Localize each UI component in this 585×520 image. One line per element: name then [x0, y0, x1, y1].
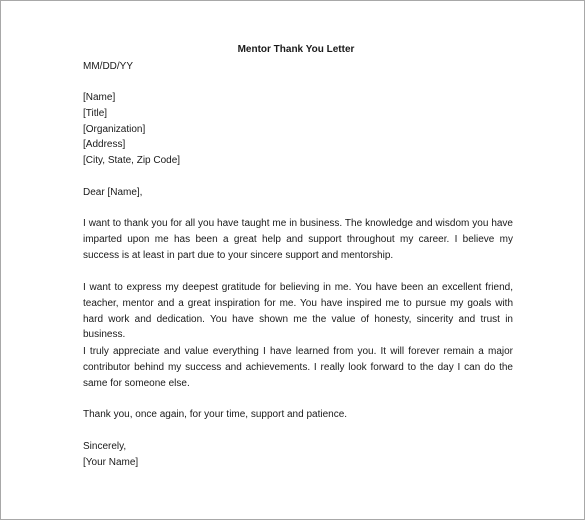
closing-text: Sincerely,	[83, 441, 127, 452]
body-paragraph-4	[83, 407, 513, 423]
paragraph-text: I want to express my deepest gratitude for believing in me. You have been an excellent friend, teacher, mentor and a great inspiration for me. You have inspired me to pursue my goals with hard work and dedication. You have shown me the value of honesty, sincerity and trust in business.	[83, 282, 513, 341]
recipient-title: [Title]	[83, 107, 108, 119]
paragraph-text: Thank you, once again, for your time, support and patience.	[83, 409, 348, 420]
recipient-address: [Address]	[83, 139, 126, 151]
salutation	[83, 185, 513, 201]
recipient-address-block	[83, 90, 513, 169]
letter-date	[83, 59, 513, 75]
recipient-city-state-zip: [City, State, Zip Code]	[83, 155, 181, 167]
body-paragraph-1	[83, 216, 513, 263]
date-text: MM/DD/YY	[83, 61, 133, 72]
document-title: Mentor Thank You Letter	[237, 44, 355, 55]
body-paragraph-2	[83, 280, 513, 343]
paragraph-text: I want to thank you for all you have taught me in business. The knowledge and wisdom you have imparted upon me has been a great help and support throughout my career. I believe my success is at least in part due to your sincere support and mentorship.	[83, 218, 513, 261]
body-paragraph-3	[83, 344, 513, 391]
recipient-name: [Name]	[83, 92, 116, 103]
paragraph-text: I truly appreciate and value everything I have learned from you. It will forever remain a major contributor behind my success and achievements. I really look forward to the day I can do the same for someone else.	[83, 346, 513, 389]
salutation-text: Dear [Name],	[83, 187, 143, 198]
recipient-organization: [Organization]	[83, 123, 146, 135]
closing-block	[83, 439, 513, 471]
signature-name: [Your Name]	[83, 456, 139, 468]
